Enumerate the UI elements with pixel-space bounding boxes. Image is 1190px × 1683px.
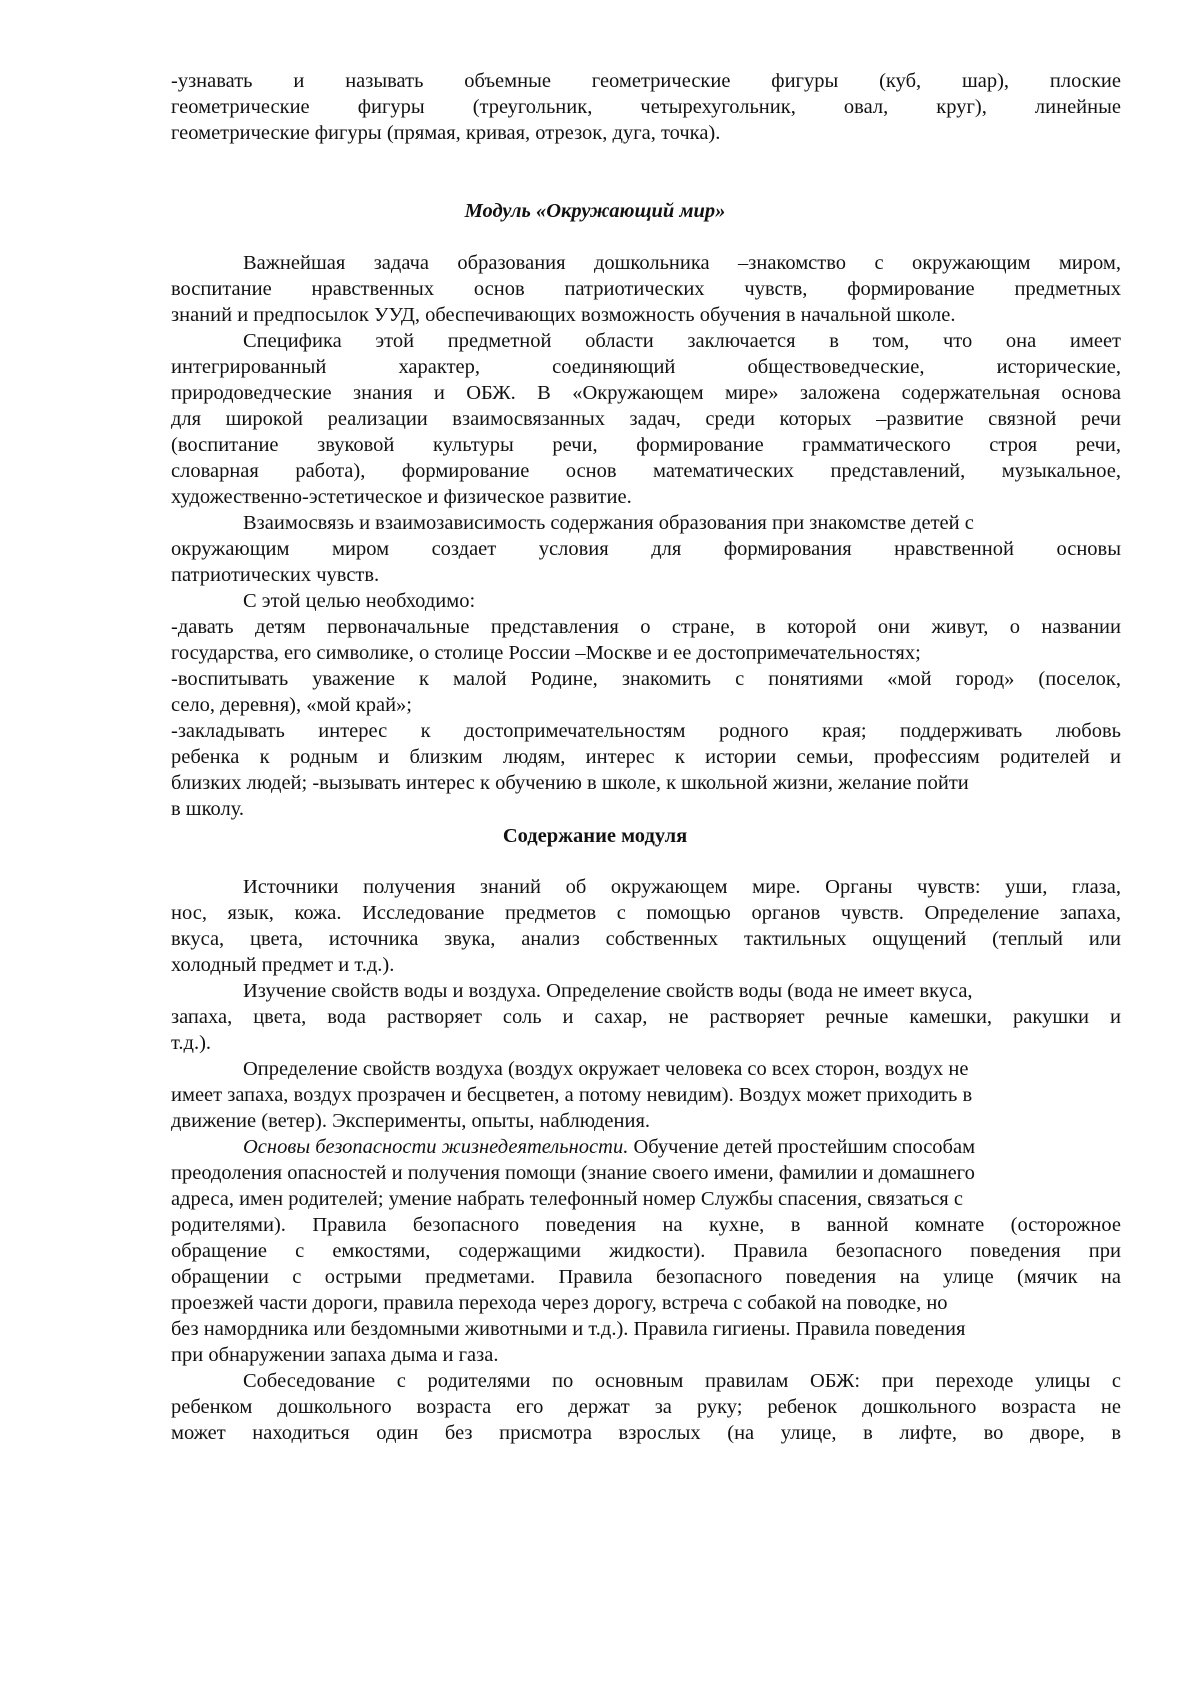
text-line: для широкой реализации взаимосвязанных задач, среди которых –развитие связной речи xyxy=(171,408,1121,430)
text-line: родителями). Правила безопасного поведения на кухне, в ванной комнате (осторожное xyxy=(171,1214,1121,1236)
text-line: преодоления опасностей и получения помощи (знание своего имени, фамилии и домашнего xyxy=(171,1162,975,1184)
text-line: -узнавать и называть объемные геометрические фигуры (куб, шар), плоские xyxy=(171,70,1121,92)
text-line: Собеседование с родителями по основным правилам ОБЖ: при переходе улицы с xyxy=(243,1370,1121,1392)
text-line: природоведческие знания и ОБЖ. В «Окружающем мире» заложена содержательная основа xyxy=(171,382,1121,404)
text-line: знаний и предпосылок УУД, обеспечивающих возможность обучения в начальной школе. xyxy=(171,304,956,326)
text-line: движение (ветер). Эксперименты, опыты, наблюдения. xyxy=(171,1110,650,1132)
text-line: вкуса, цвета, источника звука, анализ собственных тактильных ощущений (теплый или xyxy=(171,928,1121,950)
text-line: Важнейшая задача образования дошкольника –знакомство с окружающим миром, xyxy=(243,252,1121,274)
text-line: может находиться один без присмотра взрослых (на улице, в лифте, во дворе, в xyxy=(171,1422,1121,1444)
text-line: Определение свойств воздуха (воздух окружает человека со всех сторон, воздух не xyxy=(243,1058,969,1080)
text-line: имеет запаха, воздух прозрачен и бесцветен, а потому невидим). Воздух может приходить в xyxy=(171,1084,973,1106)
text-line: -давать детям первоначальные представления о стране, в которой они живут, о названии xyxy=(171,616,1121,638)
text-line: интегрированный характер, соединяющий обществоведческие, исторические, xyxy=(171,356,1121,378)
text-line: геометрические фигуры (треугольник, четырехугольник, овал, круг), линейные xyxy=(171,96,1121,118)
text-line: окружающим миром создает условия для формирования нравственной основы xyxy=(171,538,1121,560)
text-line xyxy=(243,1134,1190,1160)
text-line: -воспитывать уважение к малой Родине, знакомить с понятиями «мой город» (поселок, xyxy=(171,668,1121,690)
text-line: патриотических чувств. xyxy=(171,564,380,586)
text-line: государства, его символике, о столице России –Москве и ее достопримечательностях; xyxy=(171,642,921,664)
text-line: близких людей; -вызывать интерес к обучению в школе, к школьной жизни, желание пойти xyxy=(171,772,969,794)
text-line: при обнаружении запаха дыма и газа. xyxy=(171,1344,499,1366)
text-line: без намордника или бездомными животными и т.д.). Правила гигиены. Правила поведения xyxy=(171,1318,966,1340)
obzh-italic-lead: Основы безопасности жизнедеятельности. xyxy=(243,1136,629,1158)
text-line: село, деревня), «мой край»; xyxy=(171,694,413,716)
text-line: Специфика этой предметной области заключается в том, что она имеет xyxy=(243,330,1121,352)
text-line: адреса, имен родителей; умение набрать телефонный номер Службы спасения, связаться с xyxy=(171,1188,963,1210)
text-line: ребенком дошкольного возраста его держат за руку; ребенок дошкольного возраста не xyxy=(171,1396,1121,1418)
text-line: Взаимосвязь и взаимозависимость содержания образования при знакомстве детей с xyxy=(243,512,974,534)
text-line: ребенка к родным и близким людям, интерес к истории семьи, профессиям родителей и xyxy=(171,746,1121,768)
text-line: воспитание нравственных основ патриотических чувств, формирование предметных xyxy=(171,278,1121,300)
text-line: т.д.). xyxy=(171,1032,212,1054)
text-line: нос, язык, кожа. Исследование предметов с помощью органов чувств. Определение запаха, xyxy=(171,902,1121,924)
obzh-line-rest: Обучение детей простейшим способам xyxy=(633,1136,976,1158)
module-title: Модуль «Окружающий мир» xyxy=(464,200,726,222)
text-line: обращение с емкостями, содержащими жидкости). Правила безопасного поведения при xyxy=(171,1240,1121,1262)
text-line: проезжей части дороги, правила перехода через дорогу, встреча с собакой на поводке, но xyxy=(171,1292,948,1314)
text-line: С этой целью необходимо: xyxy=(243,590,476,612)
content-title: Содержание модуля xyxy=(502,825,688,847)
text-line: запаха, цвета, вода растворяет соль и сахар, не растворяет речные камешки, ракушки и xyxy=(171,1006,1121,1028)
text-line: художественно-эстетическое и физическое развитие. xyxy=(171,486,632,508)
text-line: холодный предмет и т.д.). xyxy=(171,954,395,976)
text-line: геометрические фигуры (прямая, кривая, отрезок, дуга, точка). xyxy=(171,122,721,144)
text-line: -закладывать интерес к достопримечательностям родного края; поддерживать любовь xyxy=(171,720,1121,742)
text-line: обращении с острыми предметами. Правила безопасного поведения на улице (мячик на xyxy=(171,1266,1121,1288)
text-line: Источники получения знаний об окружающем мире. Органы чувств: уши, глаза, xyxy=(243,876,1121,898)
text-line: (воспитание звуковой культуры речи, формирование грамматического строя речи, xyxy=(171,434,1121,456)
text-line: Изучение свойств воды и воздуха. Определение свойств воды (вода не имеет вкуса, xyxy=(243,980,973,1002)
text-line: словарная работа), формирование основ математических представлений, музыкальное, xyxy=(171,460,1121,482)
text-line: в школу. xyxy=(171,798,245,820)
